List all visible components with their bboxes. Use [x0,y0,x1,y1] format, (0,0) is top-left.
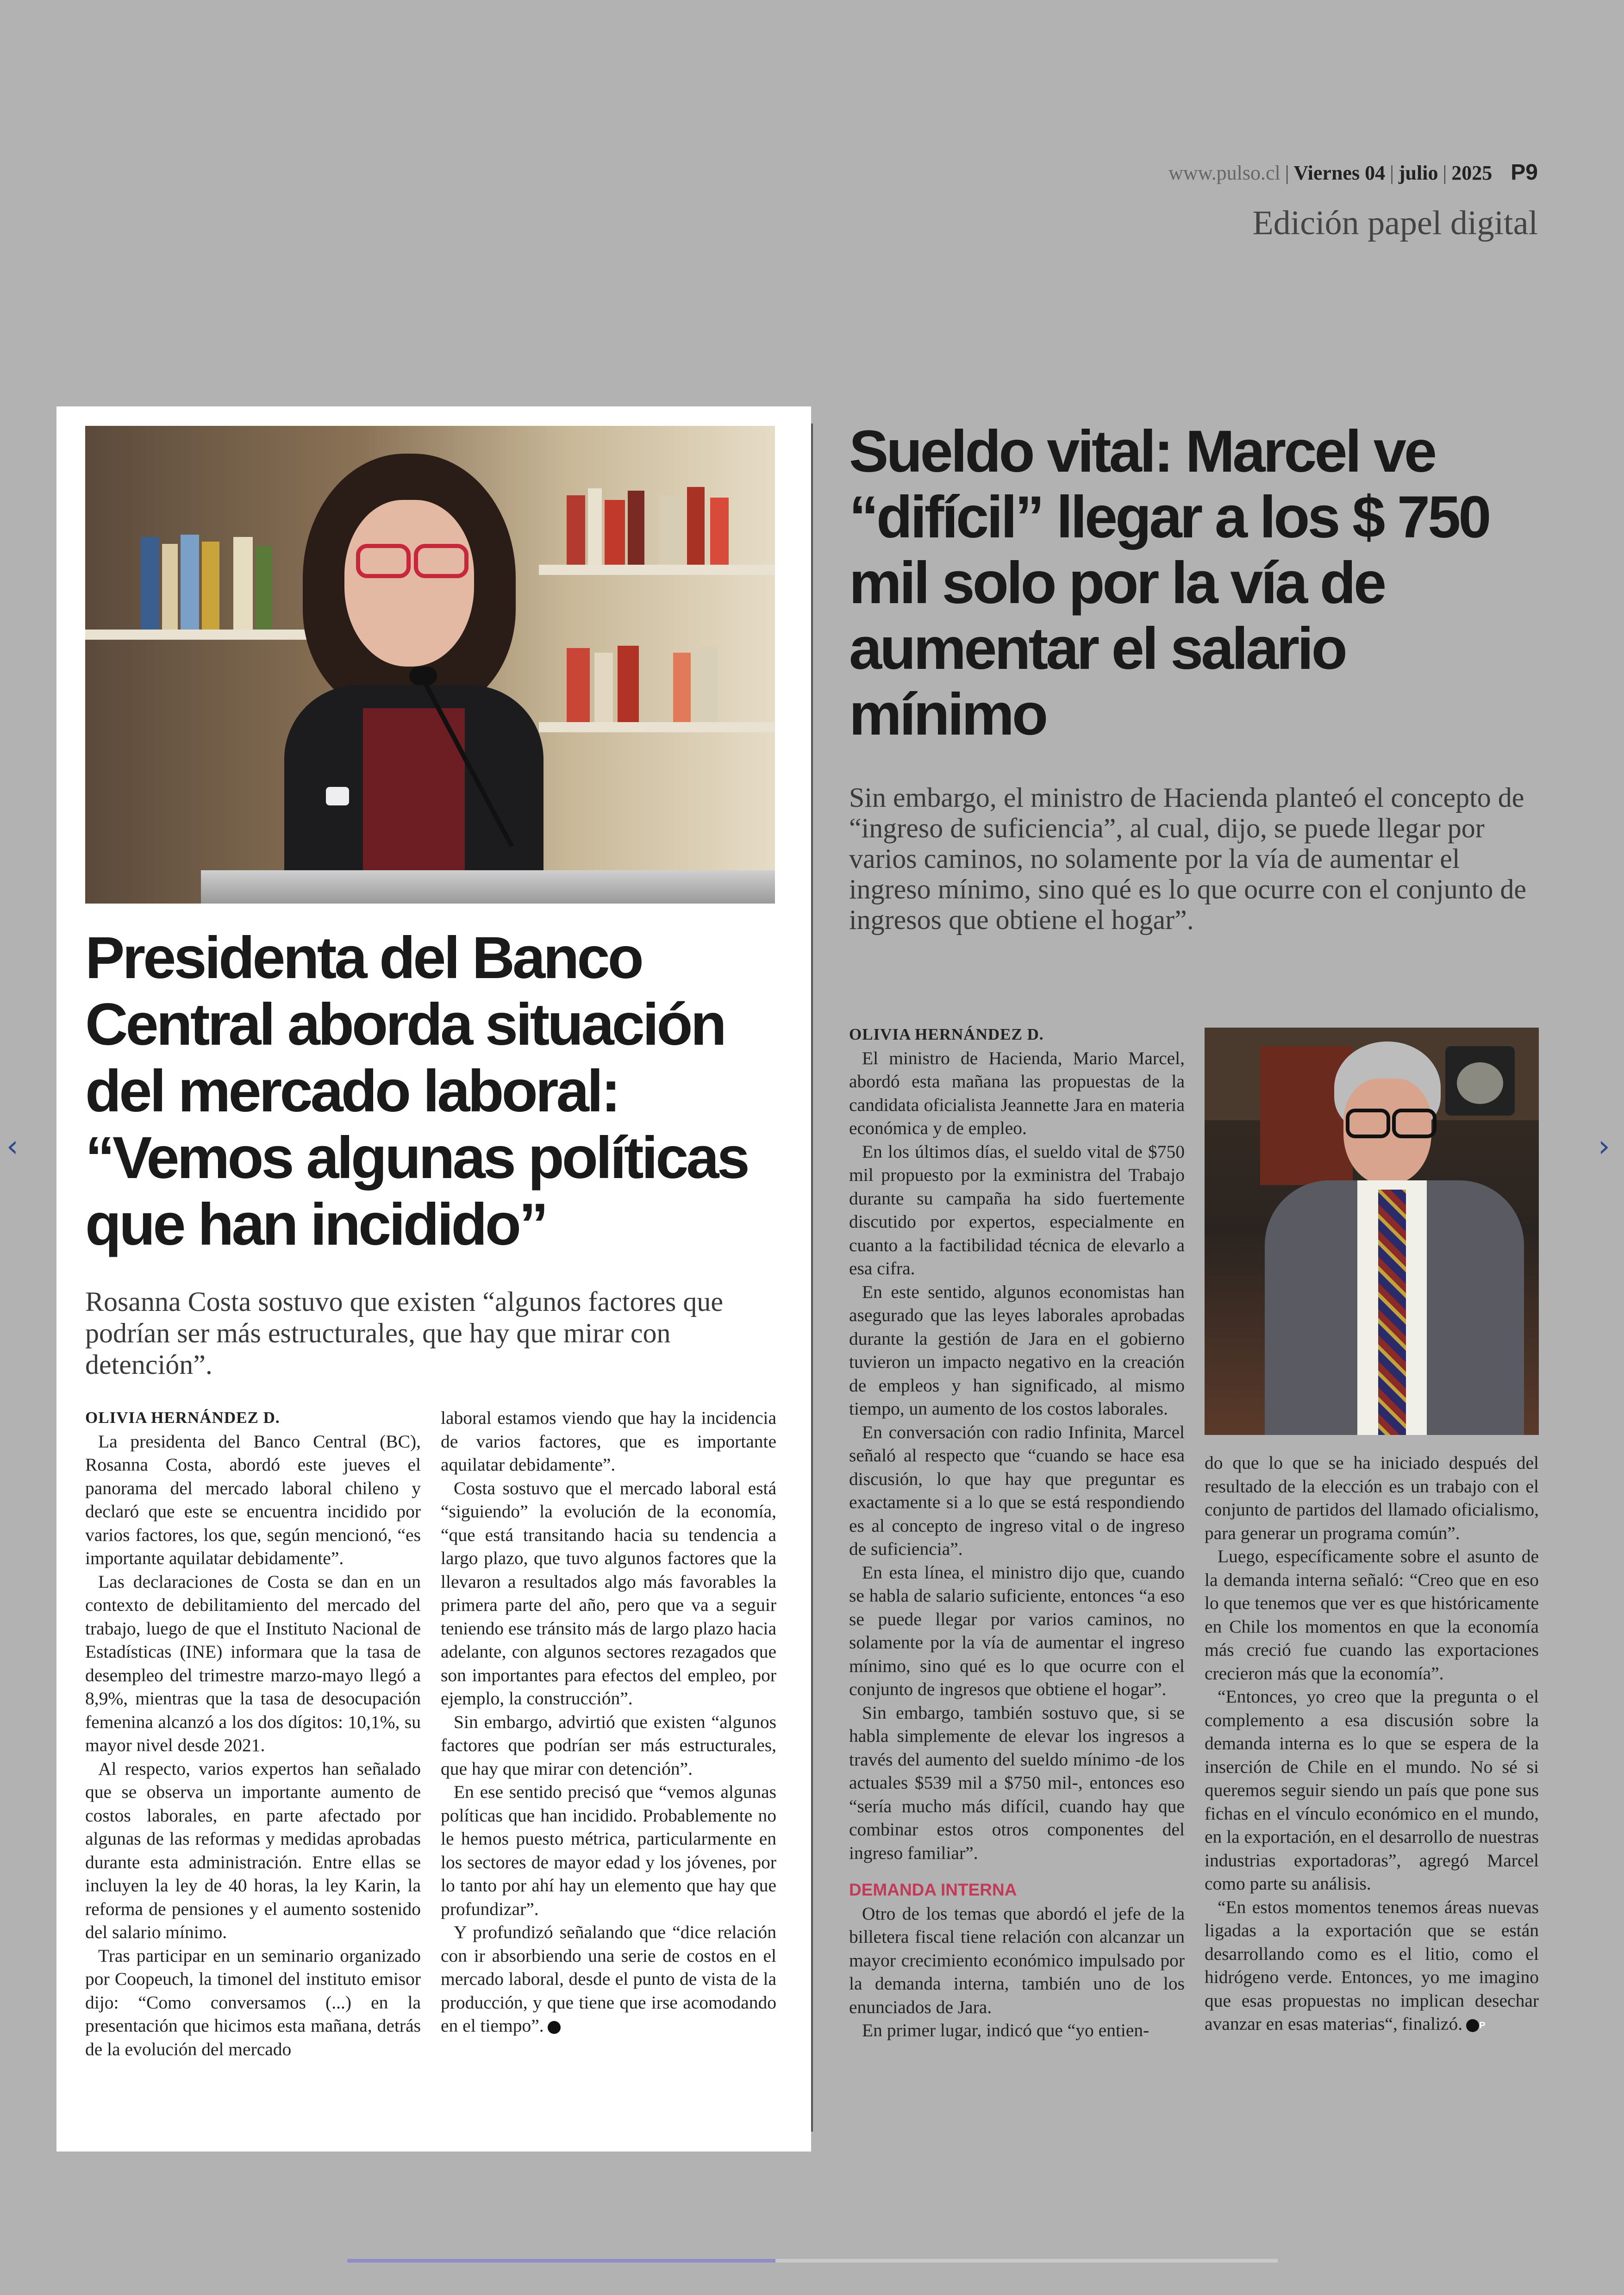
paragraph: En conversación con radio Infinita, Marcel señaló al respecto que “cuando se hace esa discusión, lo que hay que preguntar es exactamente si a lo que se está respondiendo es al concepto de ingreso vital o de ingreso de suficiencia”. [849,1422,1185,1559]
right-byline: OLIVIA HERNÁNDEZ D. [849,1025,1044,1043]
header-month: julio [1398,162,1438,184]
article-photo-marcel [1205,1028,1539,1435]
article-photo-costa [85,426,775,904]
paragraph: Y profundizó señalando que “dice relación con ir absorbiendo una serie de costos en el mercado laboral, desde el punto de vista de la producción, y que tiene que irse acomodando en el tiempo”. P [441,1922,776,2036]
paragraph: Sin embargo, también sostuvo que, si se habla simplemente de elevar los ingresos a través del aumento del sueldo mínimo -de los actuales $539 mil a $750 mil-, entonces eso “sería mucho más difícil, cuando hay que combinar estos otros componentes del ingreso familiar”. [849,1702,1185,1863]
paragraph: La presidenta del Banco Central (BC), Rosanna Costa, abordó este jueves el panorama del mercado laboral chileno y declaró que este se encuentra incidido por varios factores, los que, según mencionó, “es importante aquilatar debidamente”. [85,1431,421,1568]
pulso-end-icon: P [548,2021,561,2034]
page-header-meta: www.pulso.cl | Viernes 04 | julio | 2025 P9 [1168,160,1538,185]
left-byline: OLIVIA HERNÁNDEZ D. [85,1409,280,1427]
paragraph: laboral estamos viendo que hay la incidencia de varios factores, que es importante aquilatar debidamente”. [441,1408,776,1475]
paragraph: Tras participar en un seminario organizado por Coopeuch, la timonel del instituto emisor dijo: “Como conversamos (...) en la presentación que hicimos esta mañana, detrás de la evolución del mercado [85,1945,421,2059]
chevron-right-icon[interactable]: › [1598,1129,1610,1164]
left-deck: Rosanna Costa sostuvo que existen “algunos factores que podrían ser más estructurales, que hay que mirar con detención”. [85,1286,724,1380]
paragraph: Costa sostuvo que el mercado laboral está “siguiendo” la evolución de la economía, “que está transitando hacia su tendencia a largo plazo, que tuvo algunos factores que la llevaron a resultados algo más favorables la primera parte del año, pero que va a seguir teniendo ese tránsito más de largo plazo hacia adelante, con algunos sectores rezagados que son importantes para efectos del empleo, por ejemplo, la construcción”. [441,1478,776,1709]
pulso-end-icon: P [1466,2019,1479,2032]
paragraph: En ese sentido precisó que “vemos algunas políticas que han incidido. Probablemente no le hemos puesto métrica, particularmente en los sectores de mayor edad y los jóvenes, por lo tanto por ahí hay un elemento que hay que profundizar”. [441,1782,776,1919]
right-deck: Sin embargo, el ministro de Hacienda planteó el concepto de “ingreso de suficiencia”, al cual, dijo, se puede llegar por varios caminos, no solamente por la vía de aumentar el ingreso mínimo, sino qué es lo que ocurre con el conjunto de ingresos que obtiene el hogar”. [849,782,1526,935]
paragraph: El ministro de Hacienda, Mario Marcel, abordó esta mañana las propuestas de la candidata oficialista Jeannette Jara en materia económica y de empleo. [849,1048,1185,1138]
paragraph: Otro de los temas que abordó el jefe de la billetera fiscal tiene relación con alcanzar un mayor crecimiento económico impulsado por la demanda interna, también uno de los enunciados de Jara. [849,1903,1185,2017]
edition-label: Edición papel digital [1252,204,1538,242]
header-day: Viernes 04 [1293,162,1386,184]
section-heading: DEMANDA INTERNA [849,1880,1017,1899]
right-headline: Sueldo vital: Marcel ve “difícil” llegar a los $ 750 mil solo por la vía de aumentar el salario mínimo [849,418,1489,748]
right-body-col2 [1205,1451,1539,2036]
left-headline: Presidenta del Banco Central aborda situación del mercado laboral: “Vemos algunas políticas que han incidido” [85,925,748,1258]
left-body-col1 [85,1406,421,2061]
page-number: P9 [1511,160,1538,185]
column-divider [811,424,813,2132]
right-body-col1 [849,1023,1185,2042]
paragraph: En primer lugar, indicó que “yo entien- [862,2020,1149,2040]
page-progress-fill [347,2259,775,2263]
left-body-col2 [441,1406,776,2038]
paragraph: “Entonces, yo creo que la pregunta o el complemento a esa discusión sobre la demanda interna es lo que se espera de la inserción de Chile en el mundo. No sé si queremos seguir siendo un país que pone sus fichas en el vínculo económico en el mundo, en la exportación, en el desarrollo de nuestras industrias exportadoras”, agregó Marcel como parte su análisis. [1205,1686,1539,1894]
paragraph: Luego, específicamente sobre el asunto de la demanda interna señaló: “Creo que en eso lo que tenemos que ver es que históricamente en Chile los momentos en que la economía más creció fue cuando las exportaciones crecieron más que la economía”. [1205,1546,1539,1684]
paragraph: En este sentido, algunos economistas han asegurado que las leyes laborales aprobadas durante la gestión de Jara en el gobierno tuvieron un impacto negativo en la creación de empleos y han significado, al mismo tiempo, un aumento de los costos laborales. [849,1281,1185,1419]
left-article [56,406,811,2152]
paragraph: Sin embargo, advirtió que existen “algunos factores que podrían ser más estructurales, que hay que mirar con detención”. [441,1711,776,1779]
chevron-left-icon[interactable]: ‹ [6,1129,19,1164]
paragraph: Las declaraciones de Costa se dan en un contexto de debilitamiento del mercado del trabajo, luego de que el Instituto Nacional de Estadísticas (INE) informara que la tasa de desempleo del trimestre marzo-mayo llegó a 8,9%, mientras que la tasa de desocupación femenina alcanzó a los dos dígitos: 10,1%, su mayor nivel desde 2021. [85,1571,421,1755]
paragraph: “En estos momentos tenemos áreas nuevas ligadas a la exportación que se están desarrollando como es el litio, como el hidrógeno verde. Entonces, yo me imagino que esas propuestas no implican desechar avanzar en esas materias“, finalizó. P [1205,1896,1539,2034]
header-year: 2025 [1451,162,1493,184]
paragraph: En los últimos días, el sueldo vital de $750 mil propuesto por la exministra del Trabajo durante su campaña ha sido fuertemente discutido por expertos, especialmente en cuanto a la factibilidad técnica de elevarlo a esa cifra. [849,1141,1185,1278]
paragraph: En esta línea, el ministro dijo que, cuando se habla de salario suficiente, entonces “a eso se puede llegar por varios caminos, no solamente por la vía de aumentar el ingreso mínimo, sino qué es lo que ocurre con el conjunto de ingresos que obtiene el hogar”. [849,1562,1185,1699]
paragraph: do que lo que se ha iniciado después del resultado de la elección es un trabajo con el conjunto de partidos del llamado oficialismo, para generar un programa común”. [1205,1453,1539,1543]
site-url[interactable]: www.pulso.cl [1168,162,1280,184]
paragraph: Al respecto, varios expertos han señalado que se observa un importante aumento de costos laborales, en parte afectado por algunas de las reformas y medidas aprobadas durante esta administración. Entre ellas se incluyen la ley de 40 horas, la ley Karin, la reforma de pensiones y el aumento sostenido del salario mínimo. [85,1758,421,1942]
